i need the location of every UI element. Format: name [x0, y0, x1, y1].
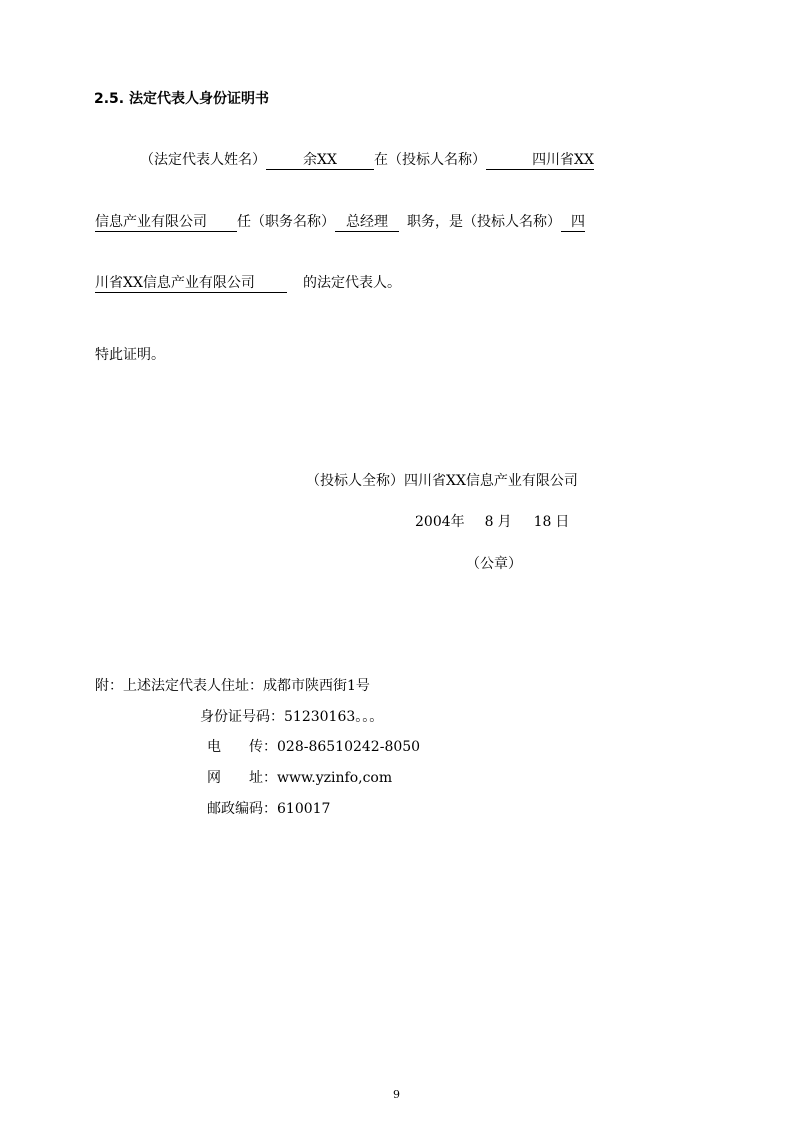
bidder-name-value-part2: 信息产业有限公司: [95, 214, 237, 232]
attachment-id: [200, 708, 383, 726]
rep-name-label: （法定代表人姓名）: [140, 152, 266, 168]
bidder-name-2-part2: 川省XX信息产业有限公司: [95, 275, 287, 293]
postal-value: 610017: [277, 801, 331, 817]
web-value: www.yzinfo,com: [277, 770, 393, 786]
signature-company: （投标人全称）四川省XX信息产业有限公司: [306, 473, 578, 489]
date-year: 2004: [415, 514, 451, 530]
date-day-unit: 日: [555, 514, 570, 530]
date-day: 18: [533, 514, 552, 530]
statement-line-3: [95, 274, 401, 293]
web-label-b: 址：: [249, 770, 277, 786]
fax-value: 028-86510242-8050: [277, 739, 421, 755]
legal-rep-suffix: 的法定代表人。: [303, 275, 401, 291]
rep-name-value: 余XX: [266, 152, 374, 170]
bidder-name-value-part1: 四川省XX: [486, 152, 594, 170]
id-label: 身份证号码：: [200, 709, 284, 725]
statement-line-2: [95, 213, 585, 232]
attachment-address: 附：上述法定代表人住址：成都市陕西街1号: [95, 678, 370, 694]
date-month: 8: [484, 514, 494, 530]
attachment-fax: [207, 738, 420, 756]
id-value: 51230163。。。: [284, 709, 384, 725]
fax-label-a: 电: [207, 739, 221, 755]
section-heading: 2.5. 法定代表人身份证明书: [94, 91, 269, 107]
date-year-unit: 年: [450, 514, 465, 530]
attachment-website: [207, 769, 392, 787]
bidder-name-2-part1: 四: [561, 214, 585, 232]
seal-label: （公章）: [466, 556, 522, 572]
postal-label: 邮政编码：: [207, 801, 277, 817]
position-value: 总经理: [335, 214, 399, 232]
date-month-unit: 月: [497, 514, 512, 530]
position-label: 任（职务名称）: [237, 214, 335, 230]
fax-label-b: 传：: [249, 739, 277, 755]
bidder-name-label: 在（投标人名称）: [374, 152, 486, 168]
signature-date: [415, 513, 569, 531]
bidder-name-label-2: 职务，是（投标人名称）: [407, 214, 561, 230]
web-label-a: 网: [207, 770, 221, 786]
statement-line-1: [140, 151, 594, 170]
attachment-postal: [207, 800, 330, 818]
page-number: 9: [393, 1088, 400, 1101]
certify-text: 特此证明。: [95, 347, 165, 363]
